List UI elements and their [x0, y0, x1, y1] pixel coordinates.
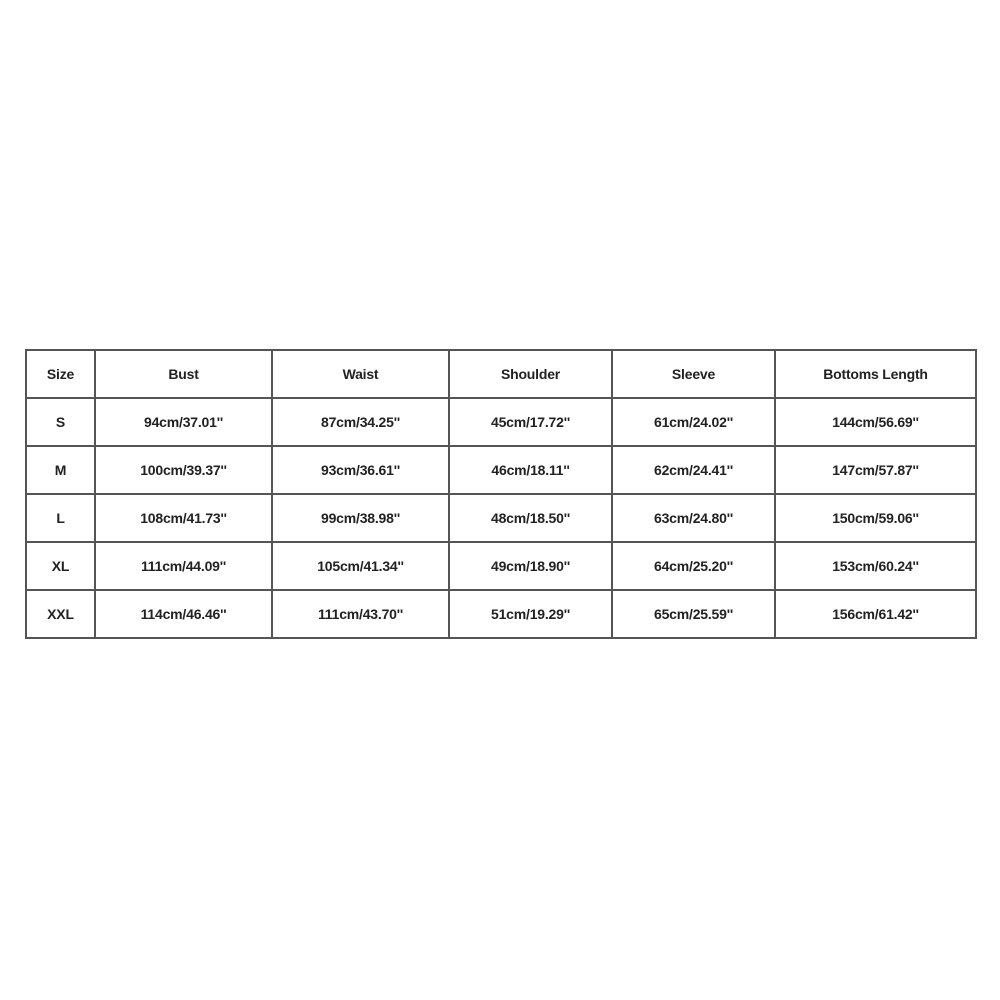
header-shoulder: Shoulder — [449, 350, 612, 398]
cell-sleeve: 62cm/24.41'' — [612, 446, 775, 494]
cell-sleeve: 63cm/24.80'' — [612, 494, 775, 542]
cell-waist: 99cm/38.98'' — [272, 494, 449, 542]
cell-waist: 105cm/41.34'' — [272, 542, 449, 590]
cell-size: XXL — [26, 590, 95, 638]
cell-size: XL — [26, 542, 95, 590]
cell-bust: 111cm/44.09'' — [95, 542, 272, 590]
table-row — [26, 542, 976, 590]
cell-bust: 94cm/37.01'' — [95, 398, 272, 446]
cell-bottoms-length: 150cm/59.06'' — [775, 494, 976, 542]
cell-bottoms-length: 153cm/60.24'' — [775, 542, 976, 590]
cell-bottoms-length: 144cm/56.69'' — [775, 398, 976, 446]
cell-shoulder: 51cm/19.29'' — [449, 590, 612, 638]
cell-bottoms-length: 147cm/57.87'' — [775, 446, 976, 494]
cell-size: L — [26, 494, 95, 542]
cell-shoulder: 48cm/18.50'' — [449, 494, 612, 542]
cell-sleeve: 64cm/25.20'' — [612, 542, 775, 590]
cell-bust: 100cm/39.37'' — [95, 446, 272, 494]
header-waist: Waist — [272, 350, 449, 398]
cell-shoulder: 45cm/17.72'' — [449, 398, 612, 446]
cell-size: M — [26, 446, 95, 494]
table-row — [26, 446, 976, 494]
header-bottoms-length: Bottoms Length — [775, 350, 976, 398]
size-chart-table — [25, 349, 977, 639]
header-sleeve: Sleeve — [612, 350, 775, 398]
header-size: Size — [26, 350, 95, 398]
table-row — [26, 494, 976, 542]
table-row — [26, 590, 976, 638]
header-row — [26, 350, 976, 398]
cell-sleeve: 65cm/25.59'' — [612, 590, 775, 638]
cell-bottoms-length: 156cm/61.42'' — [775, 590, 976, 638]
cell-waist: 111cm/43.70'' — [272, 590, 449, 638]
cell-shoulder: 49cm/18.90'' — [449, 542, 612, 590]
cell-size: S — [26, 398, 95, 446]
table-row — [26, 398, 976, 446]
cell-shoulder: 46cm/18.11'' — [449, 446, 612, 494]
cell-bust: 114cm/46.46'' — [95, 590, 272, 638]
cell-waist: 93cm/36.61'' — [272, 446, 449, 494]
cell-waist: 87cm/34.25'' — [272, 398, 449, 446]
cell-bust: 108cm/41.73'' — [95, 494, 272, 542]
header-bust: Bust — [95, 350, 272, 398]
cell-sleeve: 61cm/24.02'' — [612, 398, 775, 446]
